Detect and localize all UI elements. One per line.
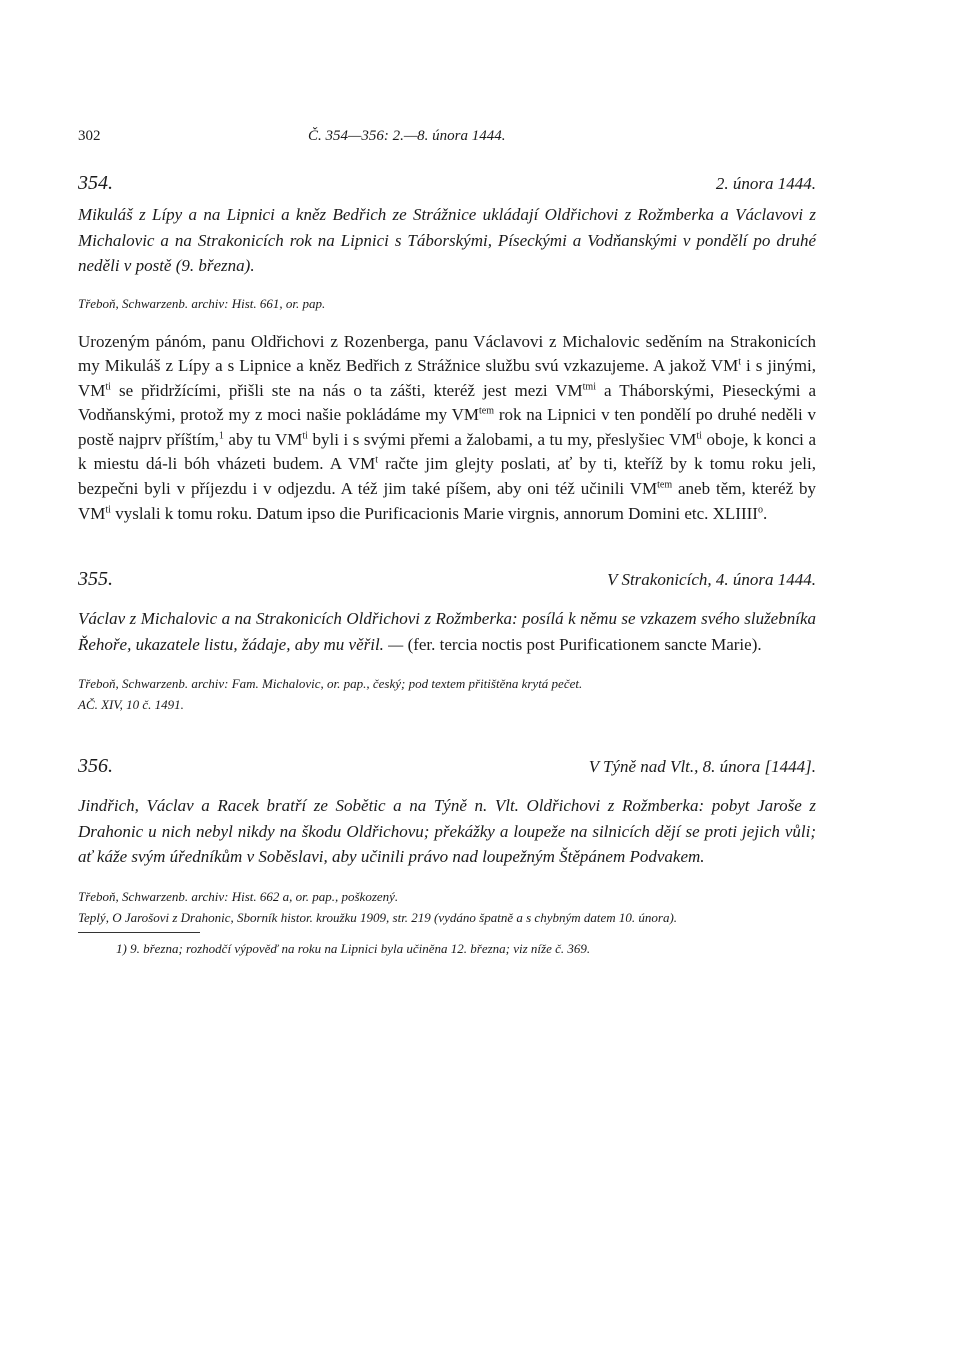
entry-number: 356. [78, 755, 113, 778]
page [78, 128, 816, 959]
entry-regest: Mikuláš z Lípy a na Lipnici a kněz Bedřich ze Strážnice ukládají Oldřichovi z Rožmberka a Václavovi z Michalovic a na Strakonicích rok na Lipnici s Táborskými, Píseckými a Vodňanskými v pondělí po druhé neděli v postě (9. března). [78, 205, 816, 275]
entry-355 [78, 568, 816, 715]
running-header [78, 128, 816, 158]
entry-source: Teplý, O Jarošovi z Drahonic, Sborník histor. kroužku 1909, str. 219 (vydáno špatně a s chybným datem 10. února). [78, 909, 678, 925]
entry-number: 355. [78, 568, 113, 591]
footnote-rule [78, 932, 200, 933]
entry-number: 354. [78, 172, 113, 194]
page-number: 302 [78, 128, 101, 144]
entry-source: Třeboň, Schwarzenb. archiv: Hist. 662 a, or. pap., poškozený. [78, 888, 399, 904]
entry-354 [78, 172, 816, 526]
running-title: Č. 354—356: 2.—8. února 1444. [308, 128, 506, 144]
entry-date: V Strakonicích, 4. února 1444. [607, 570, 816, 590]
entry-date: V Týně nad Vlt., 8. února [1444]. [588, 757, 816, 777]
entry-source: Třeboň, Schwarzenb. archiv: Hist. 661, or. pap. [78, 295, 326, 311]
entry-letter-text: Urozeným pánóm, panu Oldřichovi z Rozenberga, panu Václavovi z Michalovic seděním na Strakonicích my Mikuláš z Lípy a s Lipnice a kněz Bedřich z Strážnice službu svú vzkazujeme. A jakož $VM^t$ i s jinými, $VM^{ti}$ se přidržícími, přišli ste na nás o ta zášti, kteréž jest mezi $VM^{tmi}$ a Tháborskými, Pieseckými a Vodňanskými, protož my z moci našie pokládáme my $VM^{tem}$ rok na Lipnici v ten pondělí po druhé neděli v postě najprv příštím,$^1$ aby tu $VM^{ti}$ byli i s svými přemi a žalobami, a tu my, přeslyšiec $VM^{ti}$ oboje, k konci a k miestu dá-li bóh vházeti budem. A $VM^t$ račte jim glejty poslati, ať by ti, kteříž by k tomu roku jeli, bezpečni byli v příjezdu i v odjezdu. A též jim také píšem, aby oni též učinili $VM^{tem}$ aneb těm, kteréž by $VM^{ti}$ vyslali k tomu roku. Datum ipso die Purificacionis Marie virgnis, annorum Domini etc. XLIIII$^o$. [78, 331, 817, 523]
entry-regest: Jindřich, Václav a Racek bratří ze Sobětic a na Týně n. Vlt. Oldřichovi z Rožmberka: pobyt Jaroše z Drahonic u nich nebyl nikdy na škodu Oldřichovu; překážky a loupeže na silnicích dějí se proti jejich vůli; ať káže svým úředníkům v Soběslavi, aby učinili právo nad loupežným Štěpánem Podvakem. [78, 796, 816, 867]
entry-source: Třeboň, Schwarzenb. archiv: Fam. Michalovic, or. pap., český; pod textem přitištěna krytá pečet. [78, 676, 583, 692]
entry-date: 2. února 1444. [715, 174, 816, 193]
entry-356 [78, 755, 816, 928]
footnote: 1) 9. března; rozhodčí výpověď na roku na Lipnici byla učiněna 12. března; viz níže č. 369. [116, 940, 591, 956]
entry-regest: Václav z Michalovic a na Strakonicích Oldřichovi z Rožmberka: posílá k němu se vzkazem svého služebníka Řehoře, ukazatele listu, žádaje, aby mu věřil. — (fer. tercia noctis post Purificationem sancte Marie). [78, 609, 816, 654]
entry-source: AČ. XIV, 10 č. 1491. [78, 697, 184, 713]
